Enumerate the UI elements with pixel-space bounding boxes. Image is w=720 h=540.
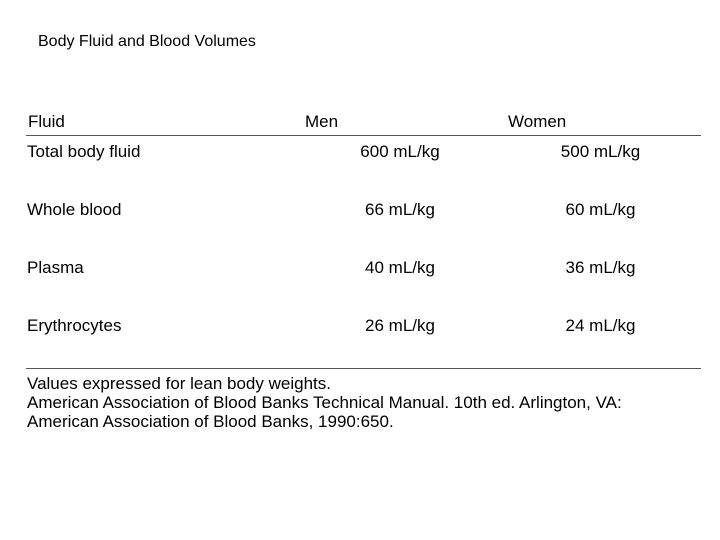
footnote-line: Values expressed for lean body weights.: [27, 374, 331, 393]
cell-women: 500 mL/kg: [560, 142, 641, 161]
cell-men: 66 mL/kg: [365, 200, 435, 219]
page-title: Body Fluid and Blood Volumes: [38, 33, 256, 50]
header-fluid: Fluid: [28, 112, 65, 131]
cell-women: 60 mL/kg: [565, 200, 636, 219]
footnote-line: American Association of Blood Banks Technical Manual. 10th ed. Arlington, VA:: [27, 393, 622, 412]
footnote-line: American Association of Blood Banks, 1990:650.: [27, 412, 394, 431]
footer-divider: [26, 368, 701, 369]
cell-women: 36 mL/kg: [565, 258, 636, 277]
cell-fluid: Plasma: [27, 258, 84, 277]
cell-women: 24 mL/kg: [565, 316, 636, 335]
cell-fluid: Whole blood: [27, 200, 122, 219]
cell-men: 26 mL/kg: [365, 316, 435, 335]
header-divider: [26, 135, 701, 136]
cell-men: 40 mL/kg: [365, 258, 435, 277]
cell-fluid: Erythrocytes: [27, 316, 122, 335]
table-footnote: [27, 374, 707, 431]
cell-fluid: Total body fluid: [27, 142, 141, 161]
header-men: Men: [305, 112, 339, 131]
cell-men: 600 mL/kg: [360, 142, 440, 161]
header-women: Women: [508, 112, 567, 131]
